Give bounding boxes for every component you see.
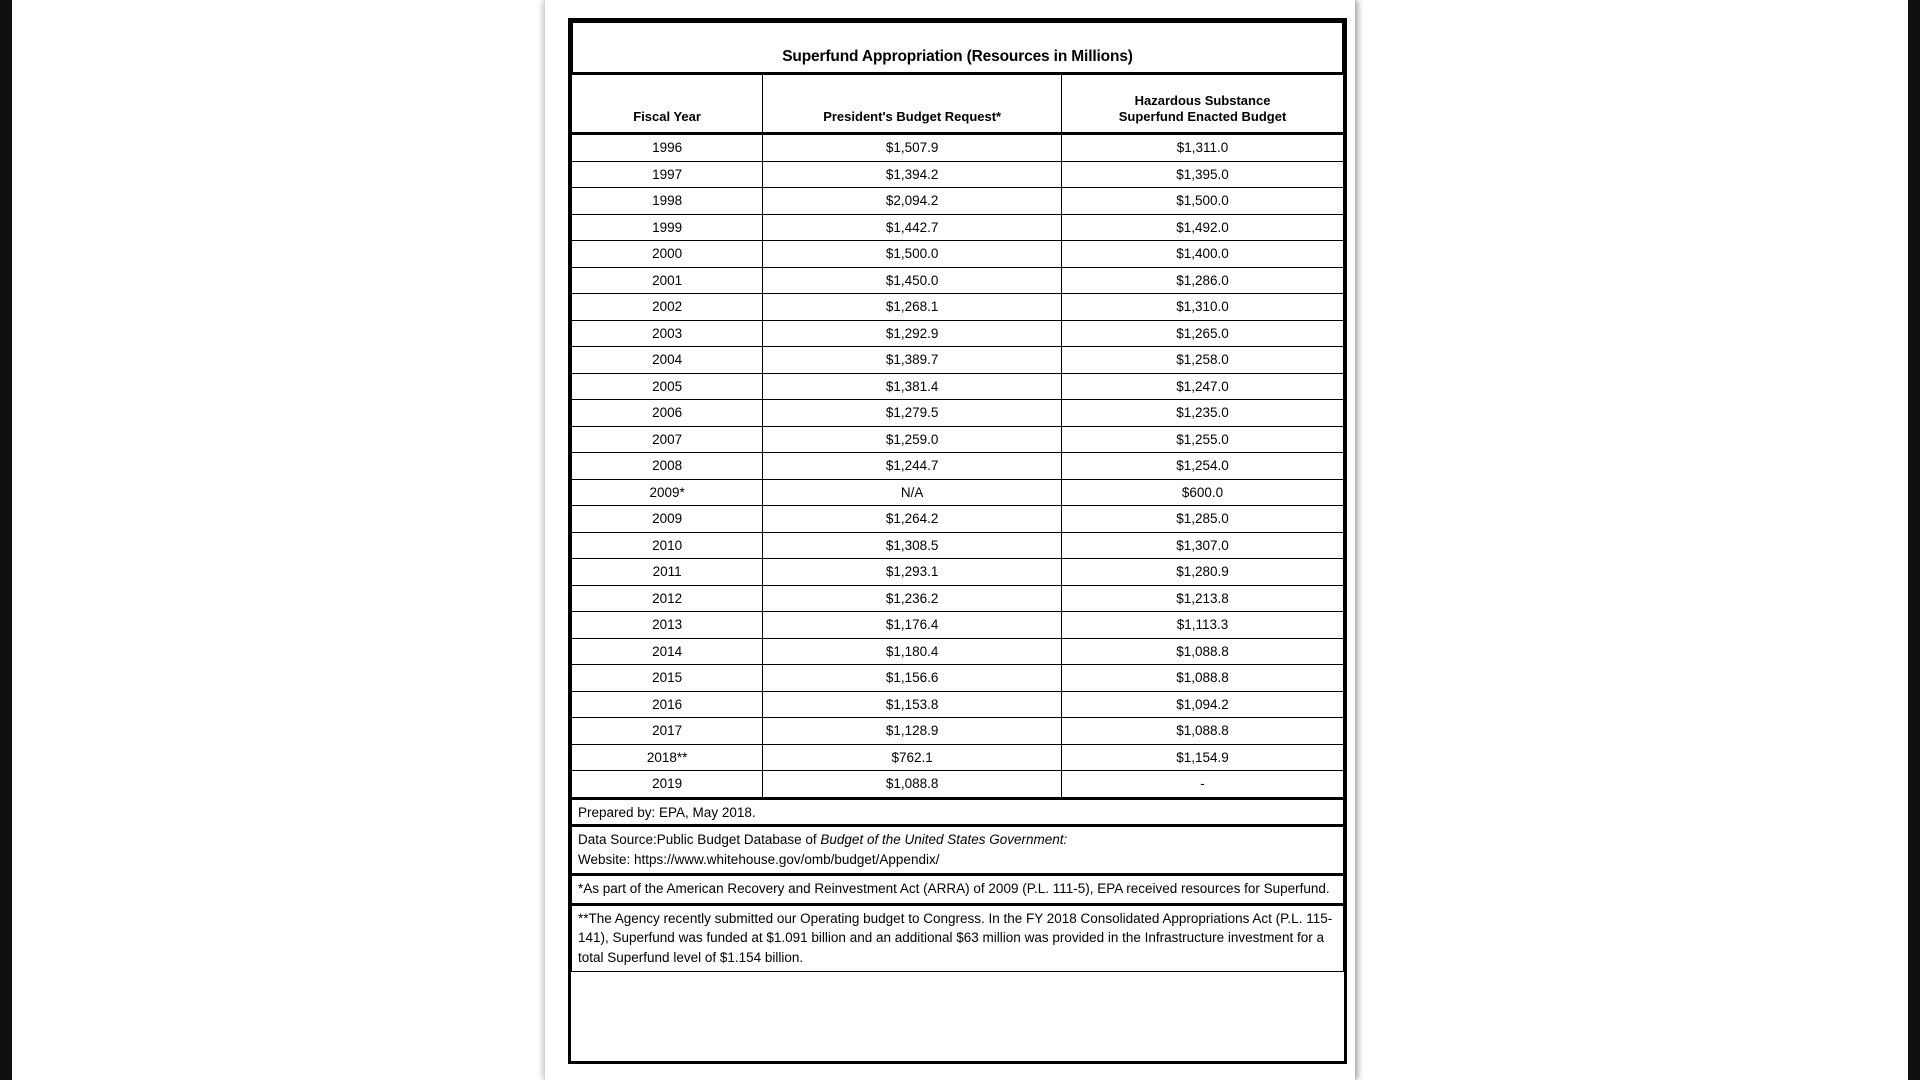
table-header-row <box>572 74 1344 134</box>
table-row <box>572 373 1344 400</box>
cell-fiscal-year: 2009 <box>572 506 763 533</box>
table-row <box>572 506 1344 533</box>
note-data-source-prefix: Data Source:Public Budget Database of <box>578 832 821 848</box>
cell-budget-request: $2,094.2 <box>763 188 1062 215</box>
cell-budget-request: $1,308.5 <box>763 532 1062 559</box>
column-header-enacted-budget-line2: Superfund Enacted Budget <box>1118 109 1287 125</box>
cell-enacted-budget: $1,154.9 <box>1062 744 1344 771</box>
note-data-source <box>572 826 1344 875</box>
note-row-data-source <box>572 826 1344 875</box>
table-row <box>572 638 1344 665</box>
cell-fiscal-year: 2004 <box>572 347 763 374</box>
cell-enacted-budget: $1,286.0 <box>1062 267 1344 294</box>
cell-budget-request: $1,268.1 <box>763 294 1062 321</box>
table-row <box>572 479 1344 506</box>
cell-fiscal-year: 1999 <box>572 214 763 241</box>
cell-budget-request: $1,442.7 <box>763 214 1062 241</box>
cell-budget-request: $1,279.5 <box>763 400 1062 427</box>
cell-fiscal-year: 2015 <box>572 665 763 692</box>
table-row <box>572 691 1344 718</box>
cell-enacted-budget: $1,310.0 <box>1062 294 1344 321</box>
cell-budget-request: $1,389.7 <box>763 347 1062 374</box>
cell-fiscal-year: 2019 <box>572 771 763 799</box>
cell-fiscal-year: 2013 <box>572 612 763 639</box>
table-row <box>572 718 1344 745</box>
table-row <box>572 585 1344 612</box>
cell-fiscal-year: 2002 <box>572 294 763 321</box>
cell-enacted-budget: $1,254.0 <box>1062 453 1344 480</box>
note-row-footnote-double <box>572 904 1344 972</box>
cell-enacted-budget: $1,395.0 <box>1062 161 1344 188</box>
cell-enacted-budget: $1,280.9 <box>1062 559 1344 586</box>
cell-enacted-budget: $1,113.3 <box>1062 612 1344 639</box>
table-row <box>572 320 1344 347</box>
cell-enacted-budget: $1,235.0 <box>1062 400 1344 427</box>
cell-fiscal-year: 2008 <box>572 453 763 480</box>
cell-enacted-budget: $1,255.0 <box>1062 426 1344 453</box>
table-row <box>572 612 1344 639</box>
cell-enacted-budget: $1,258.0 <box>1062 347 1344 374</box>
cell-fiscal-year: 2018** <box>572 744 763 771</box>
cell-budget-request: $1,153.8 <box>763 691 1062 718</box>
superfund-appropriation-table <box>570 20 1345 972</box>
note-website: Website: https://www.whitehouse.gov/omb/budget/Appendix/ <box>578 851 940 867</box>
column-header-fiscal-year: Fiscal Year <box>572 74 763 134</box>
cell-budget-request: $1,500.0 <box>763 241 1062 268</box>
table-row <box>572 214 1344 241</box>
cell-budget-request: $1,156.6 <box>763 665 1062 692</box>
cell-budget-request: $1,381.4 <box>763 373 1062 400</box>
cell-fiscal-year: 2003 <box>572 320 763 347</box>
cell-fiscal-year: 2010 <box>572 532 763 559</box>
cell-enacted-budget: $1,213.8 <box>1062 585 1344 612</box>
table-row <box>572 744 1344 771</box>
table-row <box>572 559 1344 586</box>
cell-fiscal-year: 2007 <box>572 426 763 453</box>
table-row <box>572 400 1344 427</box>
cell-budget-request: $1,088.8 <box>763 771 1062 799</box>
cell-budget-request: $1,236.2 <box>763 585 1062 612</box>
note-row-prepared-by <box>572 798 1344 826</box>
cell-enacted-budget: $1,088.8 <box>1062 638 1344 665</box>
cell-enacted-budget: $1,265.0 <box>1062 320 1344 347</box>
cell-budget-request: $1,244.7 <box>763 453 1062 480</box>
cell-fiscal-year: 1996 <box>572 134 763 162</box>
cell-fiscal-year: 2000 <box>572 241 763 268</box>
cell-budget-request: $1,507.9 <box>763 134 1062 162</box>
left-edge-band <box>0 0 12 1080</box>
cell-budget-request: $1,292.9 <box>763 320 1062 347</box>
cell-fiscal-year: 1998 <box>572 188 763 215</box>
table-row <box>572 188 1344 215</box>
cell-enacted-budget: $1,400.0 <box>1062 241 1344 268</box>
cell-enacted-budget: $1,088.8 <box>1062 665 1344 692</box>
column-header-budget-request: President's Budget Request* <box>763 74 1062 134</box>
table-row <box>572 241 1344 268</box>
cell-fiscal-year: 2011 <box>572 559 763 586</box>
note-row-footnote-single <box>572 875 1344 905</box>
cell-enacted-budget: $1,500.0 <box>1062 188 1344 215</box>
cell-enacted-budget: $1,307.0 <box>1062 532 1344 559</box>
cell-fiscal-year: 2016 <box>572 691 763 718</box>
cell-enacted-budget: $1,285.0 <box>1062 506 1344 533</box>
table-row <box>572 134 1344 162</box>
cell-enacted-budget: $1,094.2 <box>1062 691 1344 718</box>
table-row <box>572 347 1344 374</box>
note-data-source-title: Budget of the United States Government: <box>820 832 1068 848</box>
note-prepared-by: Prepared by: EPA, May 2018. <box>572 798 1344 826</box>
table-row <box>572 161 1344 188</box>
cell-enacted-budget: $600.0 <box>1062 479 1344 506</box>
cell-budget-request: $1,264.2 <box>763 506 1062 533</box>
table-row <box>572 771 1344 799</box>
cell-fiscal-year: 1997 <box>572 161 763 188</box>
table-row <box>572 453 1344 480</box>
note-footnote-operating-budget: **The Agency recently submitted our Operating budget to Congress. In the FY 2018 Consolidated Appropriations Act (P.L. 115-141), Superfund was funded at $1.091 billion and an additional $63 million was provided in the Infrastructure investment for a total Superfund level of $1.154 billion. <box>572 904 1344 972</box>
column-header-enacted-budget <box>1062 74 1344 134</box>
cell-budget-request: N/A <box>763 479 1062 506</box>
table-row <box>572 426 1344 453</box>
cell-enacted-budget: $1,247.0 <box>1062 373 1344 400</box>
cell-budget-request: $1,259.0 <box>763 426 1062 453</box>
cell-fiscal-year: 2017 <box>572 718 763 745</box>
cell-enacted-budget: - <box>1062 771 1344 799</box>
cell-fiscal-year: 2001 <box>572 267 763 294</box>
cell-fiscal-year: 2009* <box>572 479 763 506</box>
cell-budget-request: $1,394.2 <box>763 161 1062 188</box>
note-footnote-arra: *As part of the American Recovery and Reinvestment Act (ARRA) of 2009 (P.L. 111-5), EPA received resources for Superfund. <box>572 875 1344 905</box>
cell-fiscal-year: 2006 <box>572 400 763 427</box>
table-row <box>572 294 1344 321</box>
cell-budget-request: $762.1 <box>763 744 1062 771</box>
cell-enacted-budget: $1,492.0 <box>1062 214 1344 241</box>
cell-fiscal-year: 2014 <box>572 638 763 665</box>
cell-budget-request: $1,180.4 <box>763 638 1062 665</box>
cell-fiscal-year: 2012 <box>572 585 763 612</box>
page-title: Superfund Appropriation (Resources in Millions) <box>572 22 1344 74</box>
cell-budget-request: $1,450.0 <box>763 267 1062 294</box>
cell-enacted-budget: $1,311.0 <box>1062 134 1344 162</box>
table-row <box>572 267 1344 294</box>
cell-budget-request: $1,176.4 <box>763 612 1062 639</box>
cell-fiscal-year: 2005 <box>572 373 763 400</box>
column-header-enacted-budget-line1: Hazardous Substance <box>1134 93 1271 109</box>
table-row <box>572 532 1344 559</box>
table-title-row <box>572 22 1344 74</box>
right-edge-band <box>1908 0 1920 1080</box>
cell-budget-request: $1,293.1 <box>763 559 1062 586</box>
cell-budget-request: $1,128.9 <box>763 718 1062 745</box>
cell-enacted-budget: $1,088.8 <box>1062 718 1344 745</box>
table-row <box>572 665 1344 692</box>
